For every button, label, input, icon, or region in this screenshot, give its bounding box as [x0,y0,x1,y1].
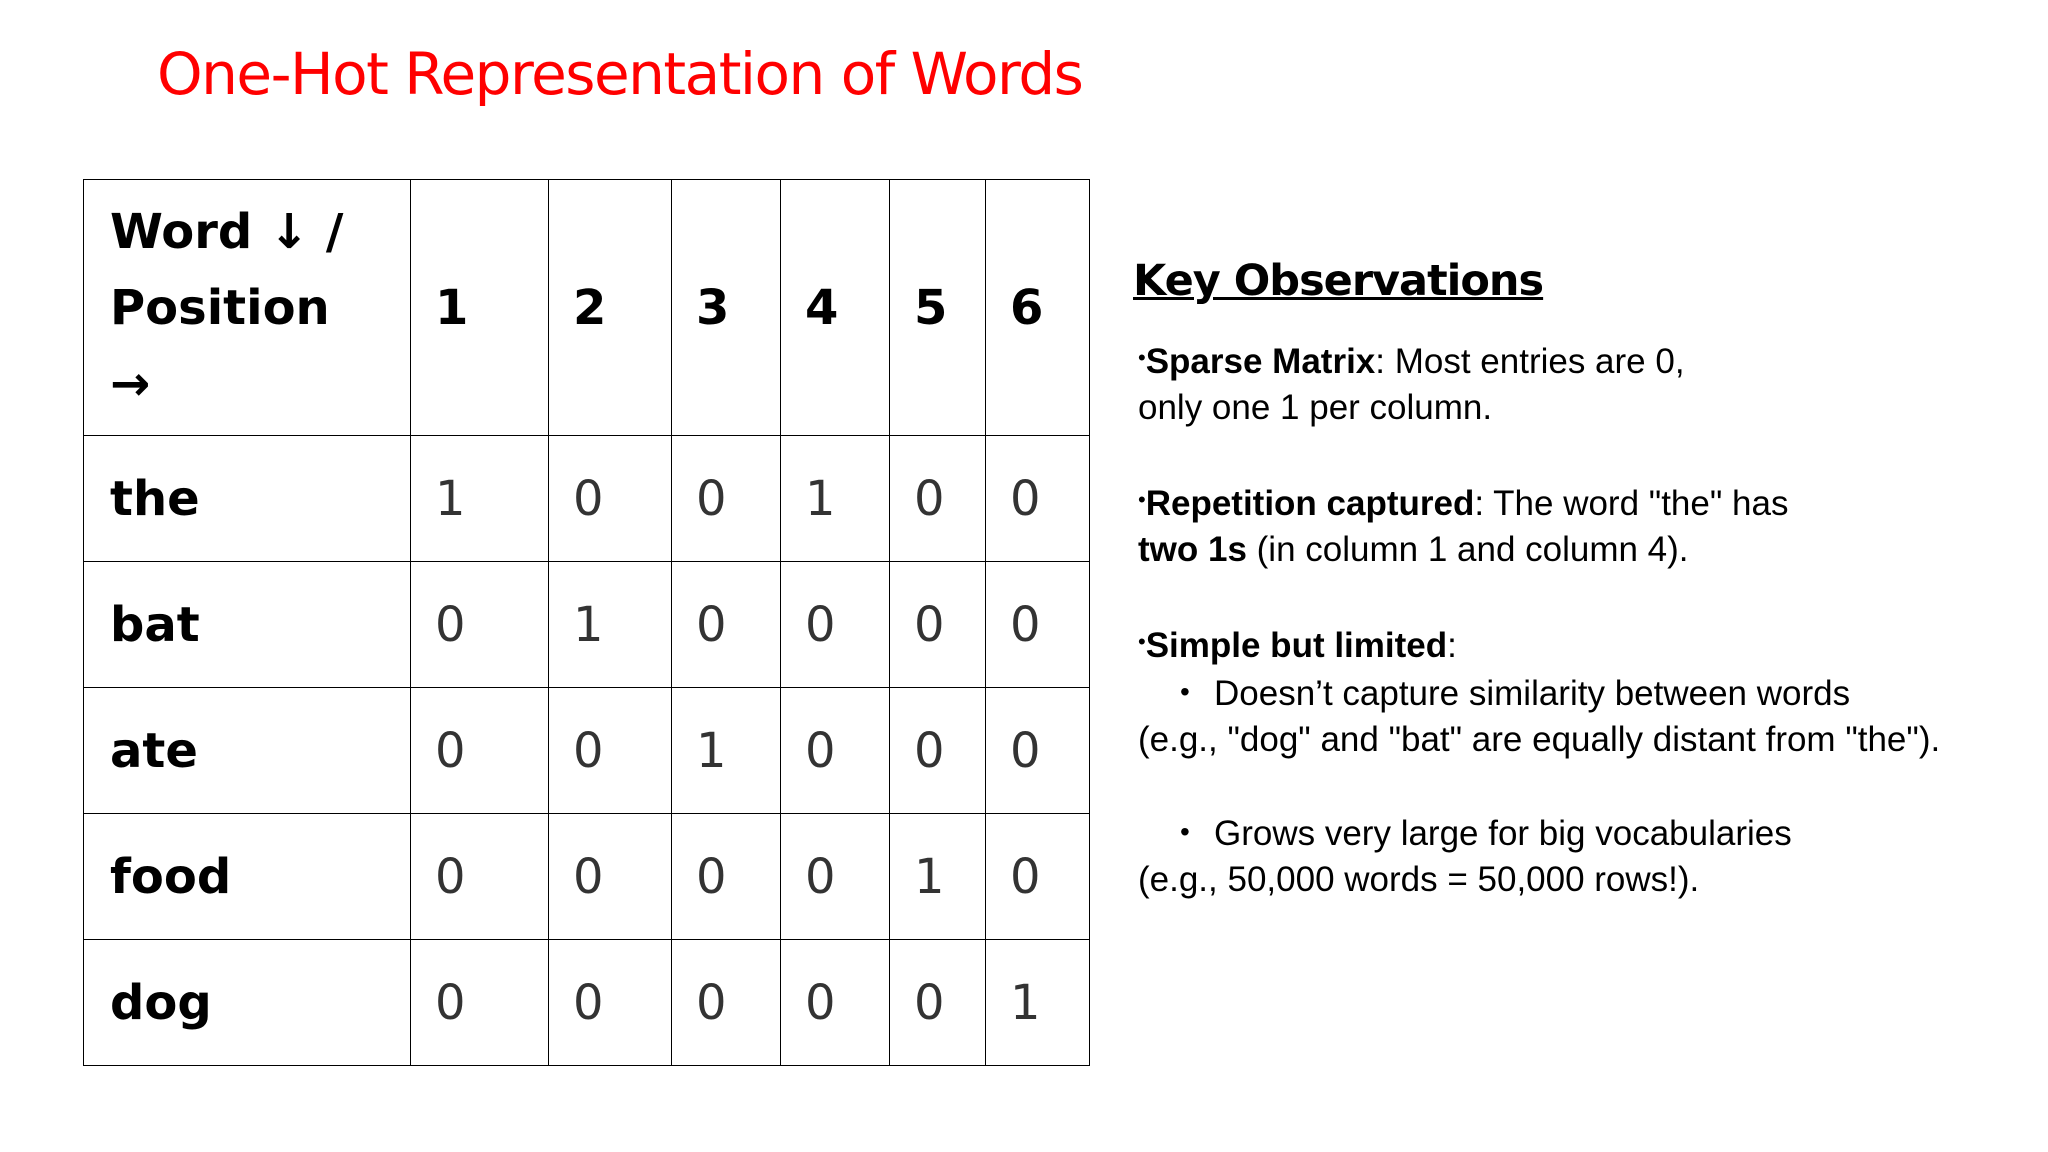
sub-bullet [1138,669,2018,717]
value-cell: 0 [672,940,781,1066]
value-cell: 1 [781,436,890,562]
value-cell: 0 [781,814,890,940]
value-cell: 0 [986,688,1090,814]
position-header: 6 [986,180,1090,436]
position-header: 5 [890,180,986,436]
value-cell: 0 [986,436,1090,562]
value-cell: 0 [411,940,549,1066]
sub-bullet-icon: • [1180,676,1190,707]
observation-vocab-size [1138,809,2018,903]
slide-title: One-Hot Representation of Words [157,40,1083,108]
value-cell: 0 [781,688,890,814]
sub-bullet-icon: • [1180,816,1190,847]
word-cell: bat [84,562,411,688]
sub-bullet [1138,809,2018,857]
bullet-icon: • [1138,345,1146,370]
value-cell: 0 [890,940,986,1066]
value-cell: 0 [781,562,890,688]
value-cell: 0 [549,814,672,940]
table-row [84,436,1090,562]
observation-repetition [1138,477,2018,573]
observation-title: Sparse Matrix [1145,342,1376,381]
sub-bullet-text: Grows very large for big vocabularies [1214,814,1792,853]
value-cell: 0 [672,562,781,688]
value-cell: 0 [890,688,986,814]
position-header: 4 [781,180,890,436]
value-cell: 0 [986,562,1090,688]
corner-header-line-1: Word ↓ / [110,203,344,260]
observation-title: Simple but limited [1145,626,1448,665]
value-cell: 0 [549,688,672,814]
word-cell: dog [84,940,411,1066]
corner-header-line-2: Position [110,279,330,336]
value-cell: 0 [411,688,549,814]
value-cell: 0 [411,562,549,688]
observation-text: : Most entries are 0, [1375,342,1685,381]
position-header: 2 [549,180,672,436]
value-cell: 0 [672,814,781,940]
table-row [84,940,1090,1066]
corner-header-arrow: → [110,355,151,412]
table-row [84,688,1090,814]
value-cell: 0 [890,436,986,562]
table-row [84,814,1090,940]
table-header-row [84,180,1090,436]
observation-text: : [1447,626,1457,665]
corner-header [84,180,411,436]
observation-text: (in column 1 and column 4). [1246,530,1689,569]
observations-list [1138,335,2018,949]
value-cell: 0 [890,562,986,688]
observations-heading: Key Observations [1133,256,1544,306]
value-cell: 1 [890,814,986,940]
sub-bullet-text: Doesn’t capture similarity between words [1214,674,1851,713]
sub-bullet-text: (e.g., "dog" and "bat" are equally distant from "the"). [1138,720,1941,759]
value-cell: 0 [411,814,549,940]
one-hot-table [83,179,1090,1066]
bullet-icon: • [1138,629,1146,654]
position-header: 1 [411,180,549,436]
observation-title: Repetition captured [1145,484,1475,523]
bullet-icon: • [1138,487,1146,512]
value-cell: 1 [672,688,781,814]
word-cell: food [84,814,411,940]
observation-text: only one 1 per column. [1138,388,1493,427]
value-cell: 1 [549,562,672,688]
word-cell: ate [84,688,411,814]
value-cell: 0 [672,436,781,562]
observation-sparse-matrix [1138,335,2018,431]
observation-emphasis: two 1s [1138,530,1247,569]
sub-bullet-text: (e.g., 50,000 words = 50,000 rows!). [1138,860,1700,899]
position-header: 3 [672,180,781,436]
value-cell: 1 [986,940,1090,1066]
word-cell: the [84,436,411,562]
table-row [84,562,1090,688]
value-cell: 1 [411,436,549,562]
value-cell: 0 [549,940,672,1066]
value-cell: 0 [781,940,890,1066]
value-cell: 0 [549,436,672,562]
value-cell: 0 [986,814,1090,940]
observation-text: : The word "the" has [1474,484,1789,523]
observation-simple-but-limited [1138,619,2018,763]
